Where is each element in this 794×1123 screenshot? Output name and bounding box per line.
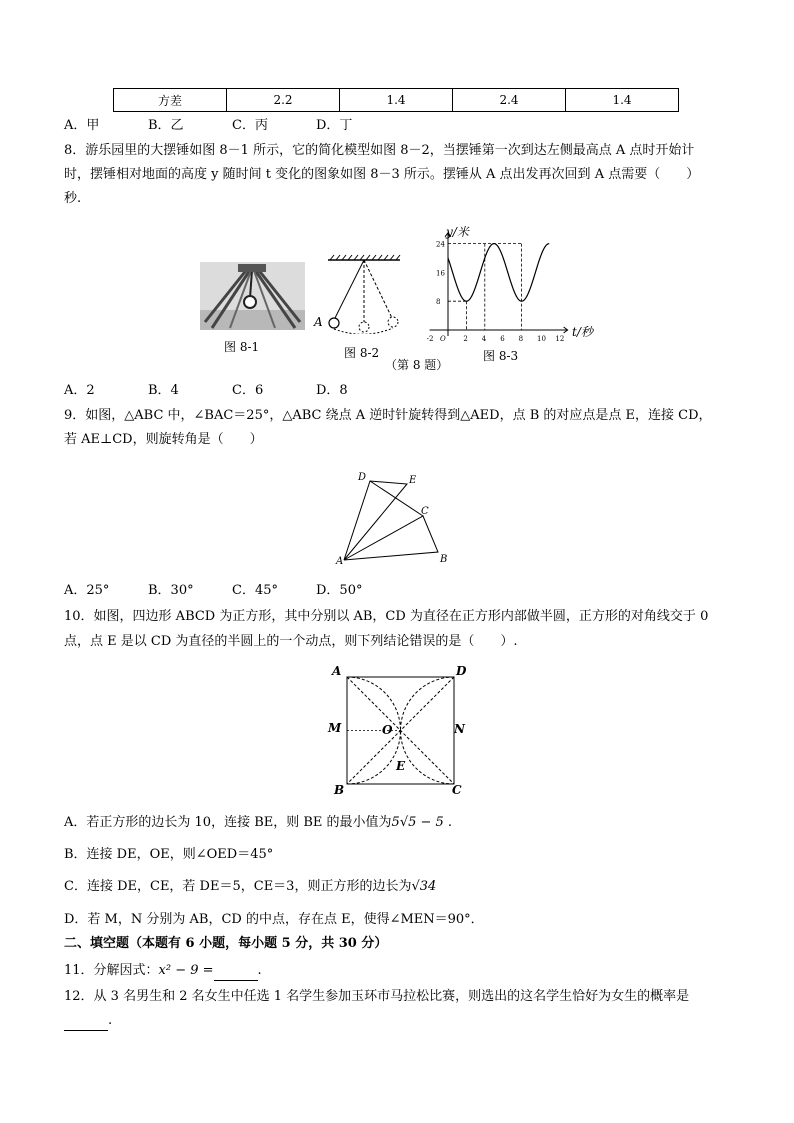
square-semicircle-figure — [322, 660, 472, 798]
label-e: E — [396, 759, 406, 773]
q8-option-a: A．2 — [64, 383, 95, 398]
label-n: N — [454, 722, 465, 736]
label-b: B — [334, 783, 345, 797]
x-tick-label: 2 — [463, 335, 468, 343]
q7-option-a: A．甲 — [64, 118, 100, 133]
q9-options — [64, 581, 362, 601]
table-cell: 2.4 — [453, 89, 566, 112]
q9-option-a: A．25° — [64, 583, 110, 598]
table-row-label: 方差 — [114, 89, 227, 112]
label-a: A — [336, 556, 344, 567]
fig8-3-caption: 图 8-3 — [483, 349, 519, 363]
label-m: M — [328, 721, 342, 735]
q10-option-d: D．若 M，N 分别为 AB，CD 的中点，存在点 E，使得∠MEN＝90°． — [64, 912, 484, 927]
q10-option-a — [64, 813, 732, 833]
q8-text-line3: 秒. — [64, 191, 82, 206]
table-row — [114, 89, 679, 112]
q10-option-c-text: C．连接 DE，CE，若 DE＝5，CE＝3，则正方形的边长为 — [64, 879, 412, 894]
y-tick-label: 8 — [436, 298, 441, 307]
q8-option-c: C．6 — [232, 383, 264, 398]
fig2-label-a: A — [314, 315, 323, 329]
q12-text-line1: 12．从 3 名男生和 2 名女生中任选 1 名学生参加玉环市马拉松比赛，则选出的这名学生恰好为女生的概率是 — [64, 989, 690, 1004]
y-tick-label: 16 — [436, 269, 445, 278]
q11-math: x² − 9 = — [158, 963, 214, 978]
q9-text-line2: 若 AE⊥CD，则旋转角是（ ） — [64, 432, 263, 447]
q10-text-line1: 10．如图，四边形 ABCD 为正方形，其中分别以 AB，CD 为直径在正方形内部做半圆，正方形的对角线交于 0 — [64, 609, 709, 624]
q7-option-c: C．丙 — [232, 118, 268, 133]
q9-option-b: B．30° — [148, 583, 194, 598]
x-tick-label: 12 — [555, 335, 565, 343]
section2-heading: 二、填空题（本题有 6 小题，每小题 5 分，共 30 分） — [64, 936, 388, 951]
fig8-1-caption: 图 8-1 — [224, 340, 260, 354]
fig8-2-caption: 图 8-2 — [344, 346, 380, 360]
q10-option-a-math: 5√5 − 5 . — [391, 815, 453, 830]
x-tick-label: -2 — [426, 335, 434, 343]
table-cell: 1.4 — [566, 89, 679, 112]
q11-text: 11．分解因式： — [64, 963, 159, 978]
label-c: C — [452, 783, 462, 797]
pendulum-schematic — [312, 254, 404, 334]
q12-line2 — [64, 1011, 732, 1031]
q9-option-c: C．45° — [232, 583, 278, 598]
question8-caption: （第 8 题） — [385, 358, 449, 372]
x-tick-label: 8 — [518, 335, 524, 343]
q8-text-line1: 8．游乐园里的大摆锤如图 8－1 所示，它的简化模型如图 8－2，当摆锤第一次到达左侧最高点 A 点时开始计 — [64, 143, 695, 158]
q9-option-d: D．50° — [316, 583, 363, 598]
q11-answer-blank[interactable] — [214, 966, 258, 981]
q12-end: . — [108, 1013, 113, 1028]
x-tick-label: O — [440, 335, 446, 343]
q7-options — [64, 116, 352, 136]
height-curve — [448, 244, 549, 302]
label-o: O — [382, 723, 393, 737]
q10-option-a-text: A．若正方形的边长为 10，连接 BE，则 BE 的最小值为 — [64, 815, 392, 830]
label-b: B — [440, 554, 448, 565]
label-c: C — [421, 506, 429, 517]
label-a: A — [332, 664, 342, 678]
x-tick-label: 4 — [481, 335, 487, 343]
x-tick-label: 10 — [537, 335, 546, 343]
q7-option-b: B．乙 — [148, 118, 184, 133]
q10-option-b: B．连接 DE，OE，则∠OED＝45° — [64, 847, 274, 862]
q12-answer-blank[interactable] — [64, 1016, 108, 1031]
q11-end: . — [257, 963, 262, 978]
q11 — [64, 961, 732, 981]
q9-text-line1: 9．如图，△ABC 中，∠BAC＝25°，△ABC 绕点 A 逆时针旋转得到△AED，点 B 的对应点是点 E，连接 CD， — [64, 408, 712, 423]
q8-text-line2: 时，摆锤相对地面的高度 y 随时间 t 变化的图象如图 8－3 所示。摆锤从 A 点出发再次回到 A 点需要（ ） — [64, 167, 700, 182]
y-tick-label: 24 — [436, 240, 445, 249]
rotation-triangle-figure — [330, 468, 460, 568]
label-d: D — [456, 664, 467, 678]
q8-option-b: B．4 — [148, 383, 179, 398]
q7-option-d: D．丁 — [316, 118, 353, 133]
chart-ylabel: y/米 — [446, 225, 469, 239]
q8-options — [64, 381, 348, 401]
height-time-chart — [420, 222, 600, 350]
variance-table — [113, 88, 679, 112]
q10-option-c-math: √34 — [411, 879, 437, 894]
table-cell: 1.4 — [340, 89, 453, 112]
q10-option-c — [64, 877, 732, 897]
q10-text-line2: 点，点 E 是以 CD 为直径的半圆上的一个动点，则下列结论错误的是（ ）. — [64, 634, 518, 649]
pendulum-ride-photo — [200, 262, 305, 330]
label-e: E — [409, 475, 417, 486]
q8-option-d: D．8 — [316, 383, 348, 398]
table-cell: 2.2 — [227, 89, 340, 112]
x-tick-label: 6 — [500, 335, 505, 343]
chart-xlabel: t/秒 — [572, 325, 593, 339]
label-d: D — [358, 472, 367, 483]
